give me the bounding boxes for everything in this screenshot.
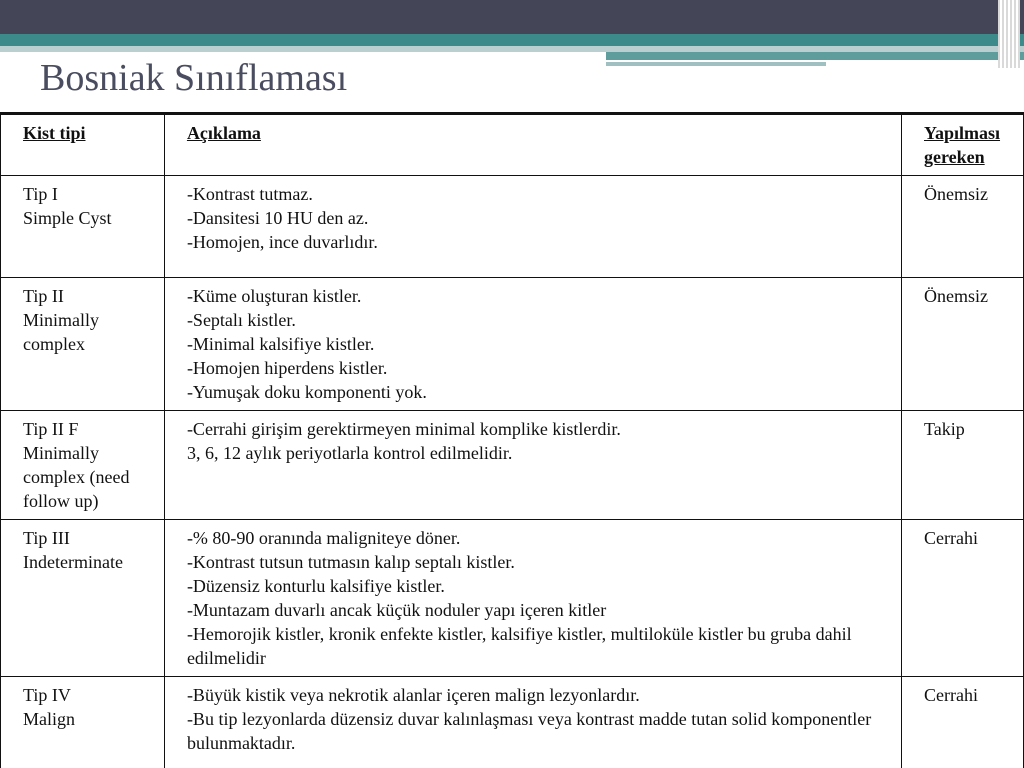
table-header-row	[1, 114, 1024, 176]
table-row	[1, 520, 1024, 677]
cell-text: -Kontrast tutsun tutmasın kalıp septalı kistler.	[186, 552, 515, 572]
cell-aciklama	[164, 677, 901, 768]
cell-text: -Homojen hiperdens kistler.	[186, 358, 388, 378]
cell-text: -Dansitesi 10 HU den az.	[186, 208, 369, 228]
cell-text: Tip III	[23, 528, 70, 548]
cell-text: -Küme oluşturan kistler.	[186, 286, 362, 306]
header-bar-teal	[0, 34, 1024, 46]
cell-text: -Hemorojik kistler, kronik enfekte kistler, kalsifiye kistler, multiloküle kistler bu gruba dahil edilmelidir	[186, 624, 857, 668]
header-bar-dark	[0, 0, 1024, 34]
cell-kist-tipi	[1, 176, 165, 278]
cell-text: -Minimal kalsifiye kistler.	[186, 334, 375, 354]
cell-text: Minimally complex	[23, 310, 104, 354]
header-accent-band	[606, 52, 1024, 60]
header-yapilmasi-gereken: Yapılması gereken	[902, 114, 1024, 176]
cell-text: Simple Cyst	[23, 208, 112, 228]
cell-kist-tipi	[1, 520, 165, 677]
cell-text: -Yumuşak doku komponenti yok.	[186, 382, 427, 402]
bosniak-table	[0, 112, 1024, 768]
cell-text: Tip II F	[23, 419, 79, 439]
cell-text: Tip II	[23, 286, 64, 306]
cell-yapilmasi-gereken: Önemsiz	[902, 176, 1024, 278]
cell-yapilmasi-gereken: Takip	[902, 411, 1024, 520]
cell-yapilmasi-gereken: Cerrahi	[902, 677, 1024, 768]
cell-kist-tipi	[1, 677, 165, 768]
table-row	[1, 176, 1024, 278]
cell-text: -Cerrahi girişim gerektirmeyen minimal komplike kistlerdir.	[186, 419, 621, 439]
header-stripes-decoration	[998, 0, 1020, 68]
cell-kist-tipi	[1, 411, 165, 520]
cell-yapilmasi-gereken: Önemsiz	[902, 278, 1024, 411]
cell-aciklama	[164, 278, 901, 411]
table-row	[1, 677, 1024, 768]
cell-aciklama	[164, 520, 901, 677]
cell-text: -Düzensiz konturlu kalsifiye kistler.	[186, 576, 445, 596]
bosniak-table-container	[0, 112, 1024, 768]
table-row	[1, 278, 1024, 411]
cell-text: -Büyük kistik veya nekrotik alanlar içeren malign lezyonlardır.	[186, 685, 640, 705]
header-accent-band-thin	[606, 62, 826, 66]
cell-text: Malign	[23, 709, 75, 729]
cell-text: Tip IV	[23, 685, 71, 705]
cell-text: -Muntazam duvarlı ancak küçük noduler yapı içeren kitler	[186, 600, 607, 620]
cell-text: -Kontrast tutmaz.	[186, 184, 313, 204]
cell-kist-tipi	[1, 278, 165, 411]
header-kist-tipi: Kist tipi	[1, 114, 165, 176]
cell-text: -Septalı kistler.	[186, 310, 296, 330]
table-row	[1, 411, 1024, 520]
header-aciklama: Açıklama	[164, 114, 901, 176]
cell-aciklama	[164, 176, 901, 278]
cell-text: Tip I	[23, 184, 58, 204]
cell-text: Minimally complex (need follow up)	[23, 443, 134, 511]
cell-aciklama	[164, 411, 901, 520]
cell-yapilmasi-gereken: Cerrahi	[902, 520, 1024, 677]
cell-text: -Homojen, ince duvarlıdır.	[186, 232, 378, 252]
cell-text: Indeterminate	[23, 552, 123, 572]
cell-text: -Bu tip lezyonlarda düzensiz duvar kalınlaşması veya kontrast madde tutan solid komponentler bulunmaktadır.	[186, 709, 876, 753]
page-title: Bosniak Sınıflaması	[40, 57, 348, 99]
cell-text: -% 80-90 oranında maligniteye döner.	[186, 528, 461, 548]
cell-text: 3, 6, 12 aylık periyotlarla kontrol edilmelidir.	[186, 443, 513, 463]
